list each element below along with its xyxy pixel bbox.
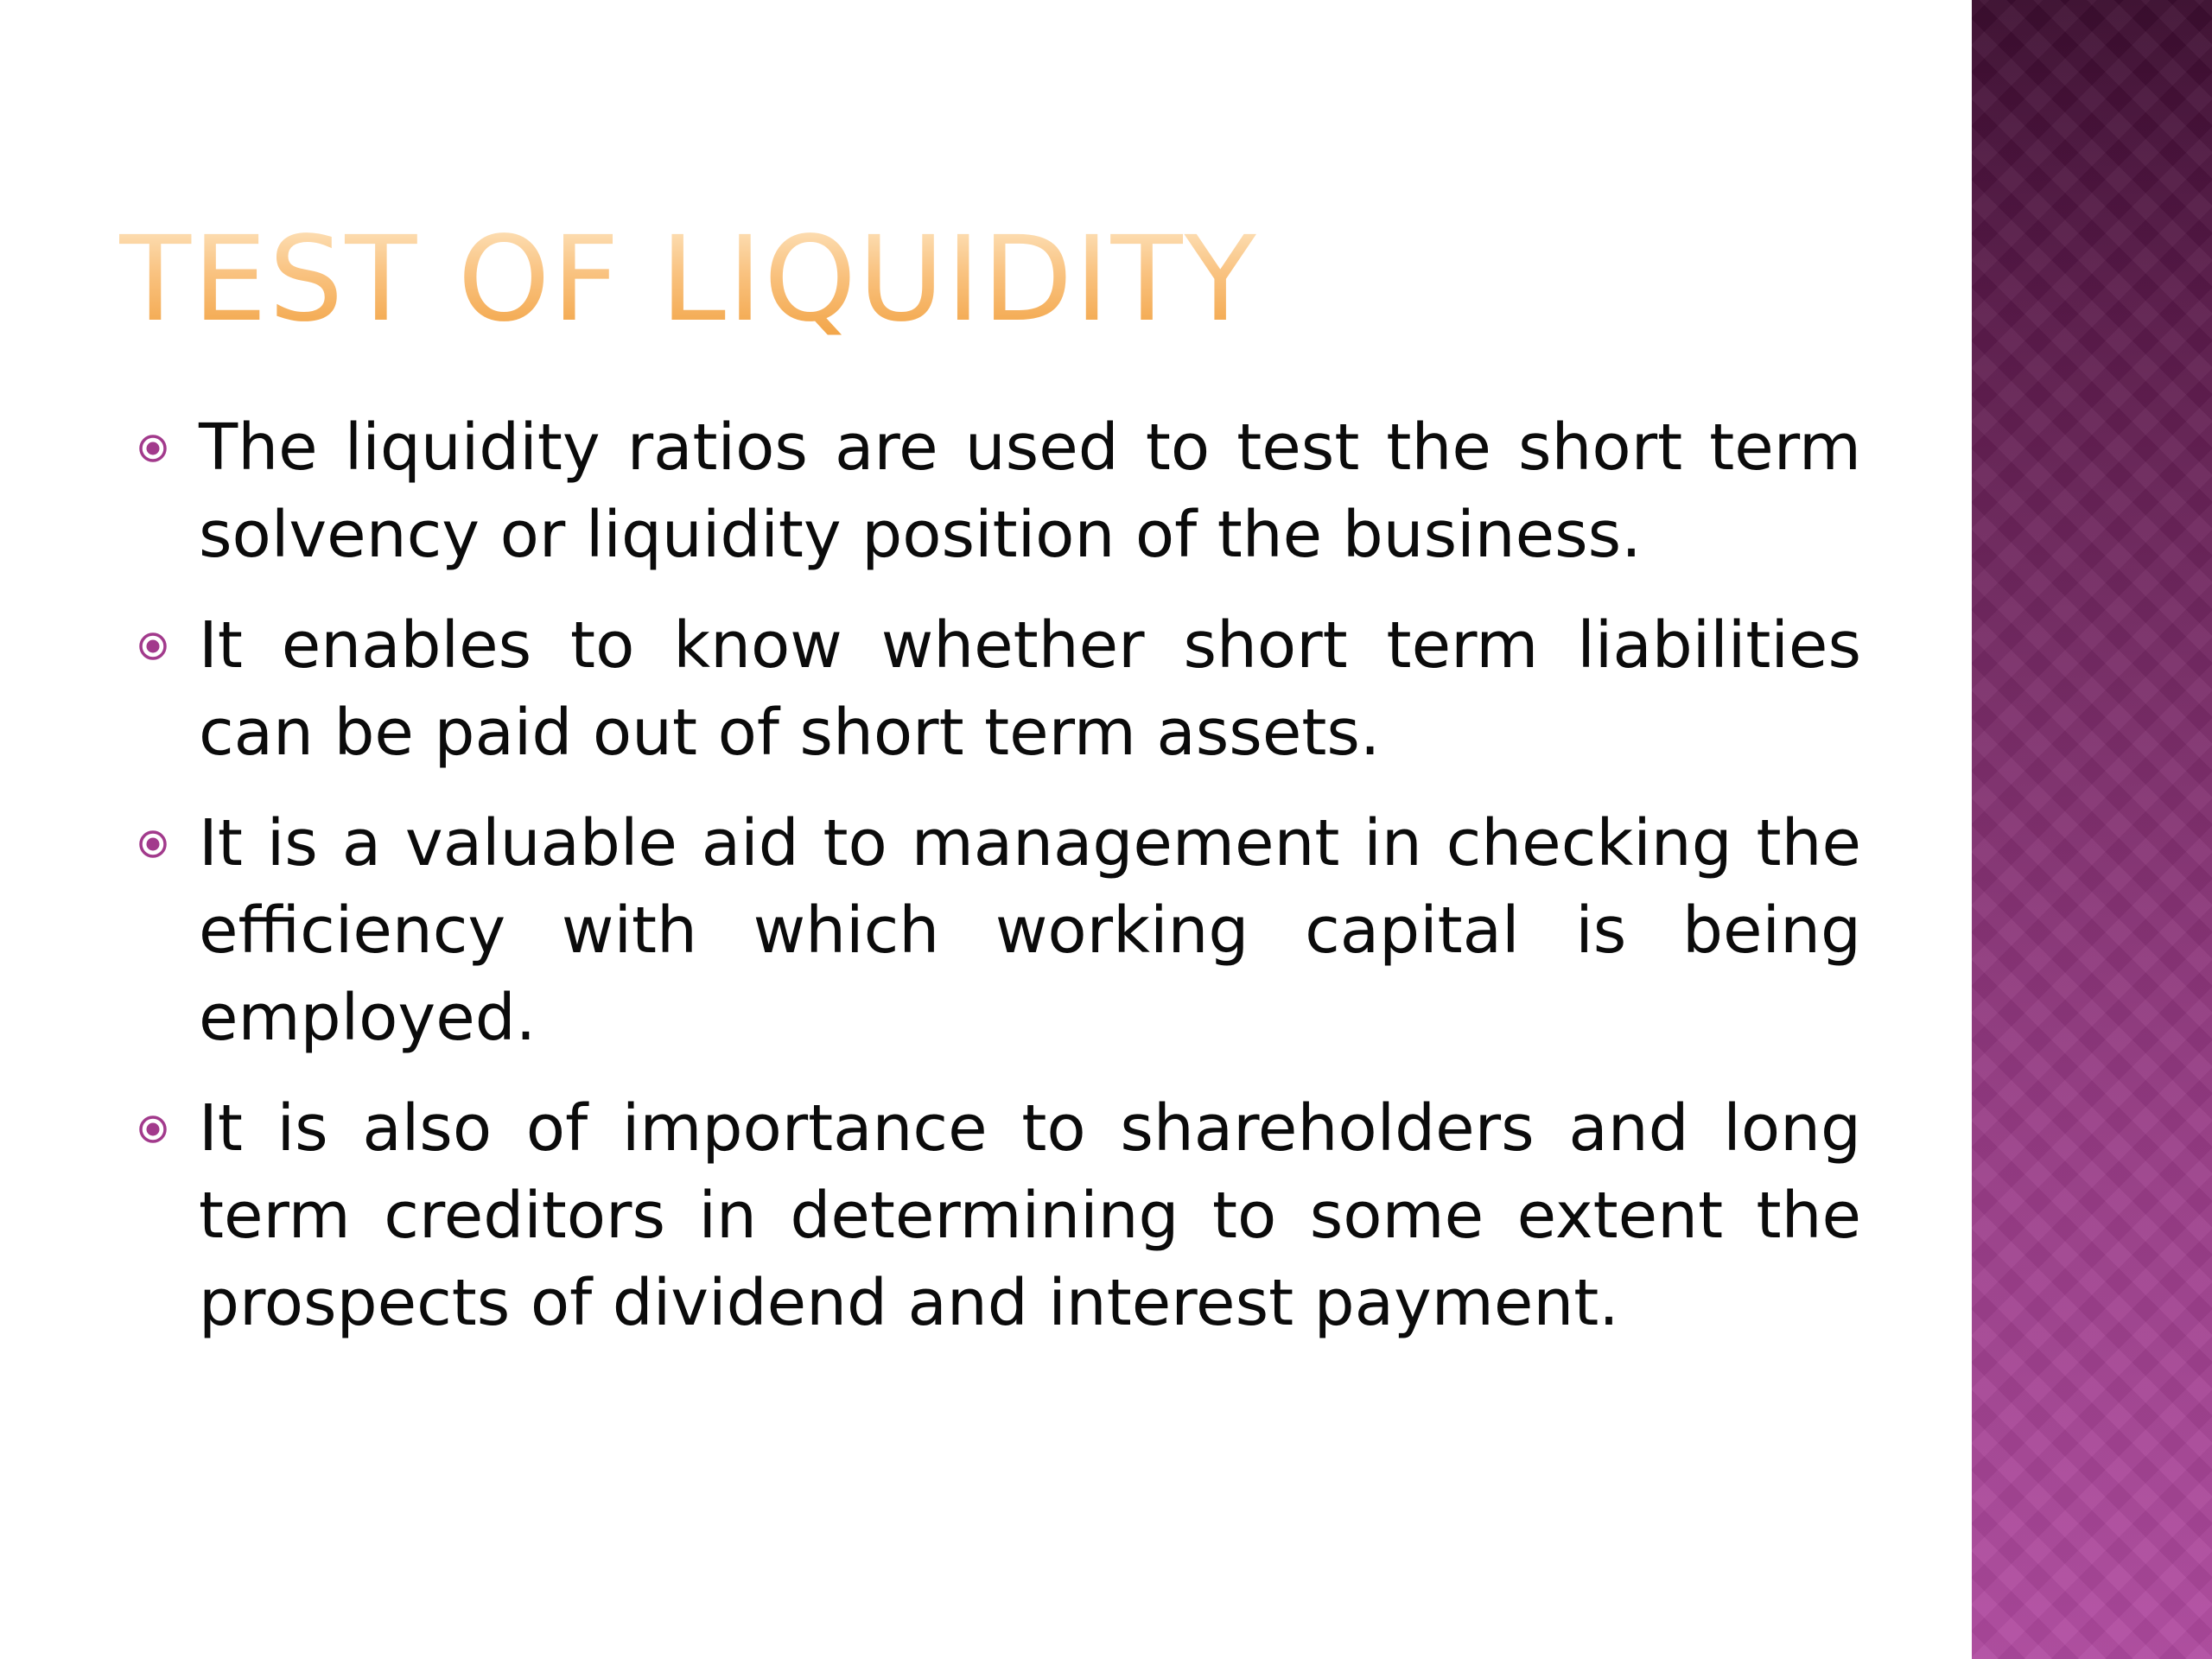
slide-title: TEST OF LIQUIDITY (119, 212, 1258, 348)
bullet-item (131, 602, 1861, 777)
bullet-text: It enables to know whether short term liabilities can be paid out of short term assets. (199, 608, 1861, 770)
circle-dot-icon (138, 434, 168, 463)
circle-dot-icon (138, 1115, 168, 1144)
bullet-text: The liquidity ratios are used to test the short term solvency or liquidity position of the business. (199, 410, 1861, 572)
circle-dot-icon (138, 632, 168, 661)
bullet-text: It is a valuable aid to management in checking the efficiency with which working capital is being employed. (199, 806, 1861, 1055)
decorative-side-panel (1972, 0, 2212, 1659)
bullet-list (131, 404, 1861, 1370)
bullet-item (131, 404, 1861, 579)
circle-dot-icon (138, 830, 168, 859)
bullet-item (131, 800, 1861, 1062)
bullet-item (131, 1085, 1861, 1347)
bullet-text: It is also of importance to shareholders and long term creditors in determining to some extent the prospects of dividend and interest payment. (199, 1091, 1861, 1340)
